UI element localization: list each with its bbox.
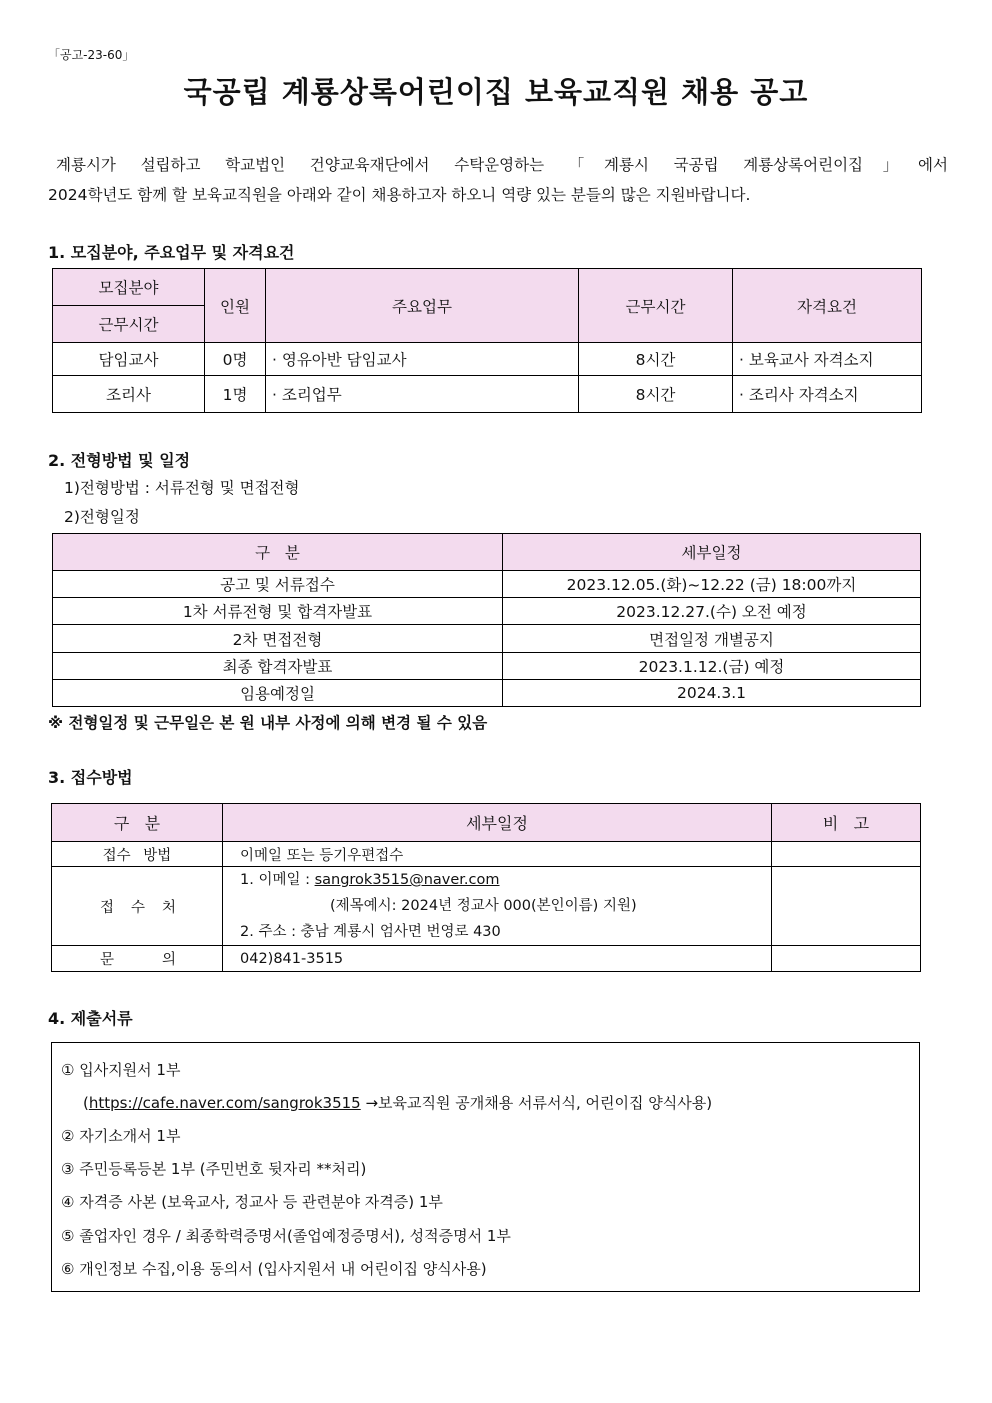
cell-duty: · 영유아반 담임교사: [266, 343, 579, 376]
cell-detail: 면접일정 개별공지: [503, 625, 921, 653]
cell-detail: 2023.12.05.(화)~12.22 (금) 18:00까지: [503, 571, 921, 598]
doc-item-1-link-line: [83, 1092, 712, 1113]
cell-category: 최종 합격자발표: [53, 653, 503, 680]
cell-count: 0명: [205, 343, 266, 376]
cell-method-label: 접수 방법: [52, 842, 223, 867]
table-row: [52, 946, 921, 972]
intro-paragraph: [48, 150, 948, 210]
cell-detail: 2024.3.1: [503, 680, 921, 707]
table-row: [53, 343, 922, 376]
cell-field: 담임교사: [53, 343, 205, 376]
header-detail: 세부일정: [503, 534, 921, 571]
header-duty: 주요업무: [266, 269, 579, 343]
schedule-label: 2)전형일정: [64, 508, 140, 526]
doc-item-6: ⑥ 개인정보 수집,이용 동의서 (입사지원서 내 어린이집 양식사용): [61, 1260, 487, 1278]
doc-item-4: ④ 자격증 사본 (보육교사, 정교사 등 관련분야 자격증) 1부: [61, 1193, 443, 1211]
cell-place-value: [223, 867, 772, 946]
table-row: [52, 842, 921, 867]
cell-hours: 8시간: [579, 376, 733, 413]
table-row: [53, 376, 922, 413]
cell-remark: [772, 842, 921, 867]
place-char: 접: [100, 899, 115, 916]
cell-place-label: [52, 867, 223, 946]
schedule-note: ※ 전형일정 및 근무일은 본 원 내부 사정에 의해 변경 될 수 있음: [48, 714, 488, 732]
link-prefix: (: [83, 1094, 89, 1112]
application-table: [51, 803, 921, 972]
table-row: [52, 867, 921, 946]
cell-inquiry-value: 042)841-3515: [223, 946, 772, 972]
documents-box: [51, 1042, 920, 1292]
place-char: 처: [161, 899, 176, 916]
header-field: 모집분야: [53, 269, 205, 306]
header-qualification: 자격요건: [733, 269, 922, 343]
cell-duty: · 조리업무: [266, 376, 579, 413]
doc-item-3: ③ 주민등록등본 1부 (주민번호 뒷자리 **처리): [61, 1160, 367, 1178]
doc-item-5: ⑤ 졸업자인 경우 / 최종학력증명서(졸업예정증명서), 성적증명서 1부: [61, 1227, 511, 1245]
inquiry-char: 문: [100, 952, 115, 968]
table-row: [53, 653, 921, 680]
link-suffix: →보육교직원 공개채용 서류서식, 어린이집 양식사용): [360, 1094, 713, 1112]
email-note: (제목예시: 2024년 정교사 000(본인이름) 지원): [330, 898, 637, 914]
cell-method-value: 이메일 또는 등기우편접수: [223, 842, 772, 867]
cell-hours: 8시간: [579, 343, 733, 376]
cell-qualification: · 보육교사 자격소지: [733, 343, 922, 376]
schedule-table: [52, 533, 921, 707]
header-category: 구 분: [52, 804, 223, 842]
table-row: [53, 625, 921, 653]
section4-heading: 4. 제출서류: [48, 1009, 133, 1028]
cell-detail: 2023.12.27.(수) 오전 예정: [503, 598, 921, 625]
cell-inquiry-label: [52, 946, 223, 972]
intro-line-2: 2024학년도 함께 할 보육교직원을 아래와 같이 채용하고자 하오니 역량 있는 분들의 많은 지원바랍니다.: [48, 186, 751, 204]
header-remark: 비 고: [772, 804, 921, 842]
cafe-link[interactable]: https://cafe.naver.com/sangrok3515: [88, 1094, 361, 1112]
doc-item-2: ② 자기소개서 1부: [61, 1127, 181, 1145]
page-title: 국공립 계룡상록어린이집 보육교직원 채용 공고: [183, 75, 809, 109]
header-field-sub: 근무시간: [53, 306, 205, 343]
email-line: [240, 867, 771, 893]
table-row: [53, 680, 921, 707]
cell-category: 공고 및 서류접수: [53, 571, 503, 598]
address-line: 2. 주소 : 충남 계룡시 엄사면 번영로 430: [240, 924, 501, 940]
header-hours: 근무시간: [579, 269, 733, 343]
place-char: 수: [130, 899, 145, 916]
cell-remark: [772, 867, 921, 946]
section2-heading: 2. 전형방법 및 일정: [48, 451, 191, 470]
cell-field: 조리사: [53, 376, 205, 413]
cell-remark: [772, 946, 921, 972]
cell-detail: 2023.1.12.(금) 예정: [503, 653, 921, 680]
inquiry-char: 의: [161, 952, 176, 968]
cell-category: 임용예정일: [53, 680, 503, 707]
notice-number: 「공고-23-60」: [48, 48, 135, 62]
doc-item-1: ① 입사지원서 1부: [61, 1061, 181, 1079]
cell-qualification: · 조리사 자격소지: [733, 376, 922, 413]
email-prefix: 1. 이메일 :: [240, 872, 315, 888]
header-category: 구 분: [53, 534, 503, 571]
intro-line-1: 계룡시가 설립하고 학교법인 건양교육재단에서 수탁운영하는 「계룡시 국공립 계룡상록어린이집」에서: [56, 156, 948, 174]
cell-category: 1차 서류전형 및 합격자발표: [53, 598, 503, 625]
section1-heading: 1. 모집분야, 주요업무 및 자격요건: [48, 243, 295, 262]
recruitment-table: [52, 268, 922, 413]
selection-method: 1)전형방법 : 서류전형 및 면접전형: [64, 479, 300, 497]
table-row: [53, 598, 921, 625]
cell-category: 2차 면접전형: [53, 625, 503, 653]
section3-heading: 3. 접수방법: [48, 768, 133, 787]
header-detail: 세부일정: [223, 804, 772, 842]
table-row: [53, 571, 921, 598]
cell-count: 1명: [205, 376, 266, 413]
email-link[interactable]: sangrok3515@naver.com: [314, 872, 500, 888]
header-count: 인원: [205, 269, 266, 343]
